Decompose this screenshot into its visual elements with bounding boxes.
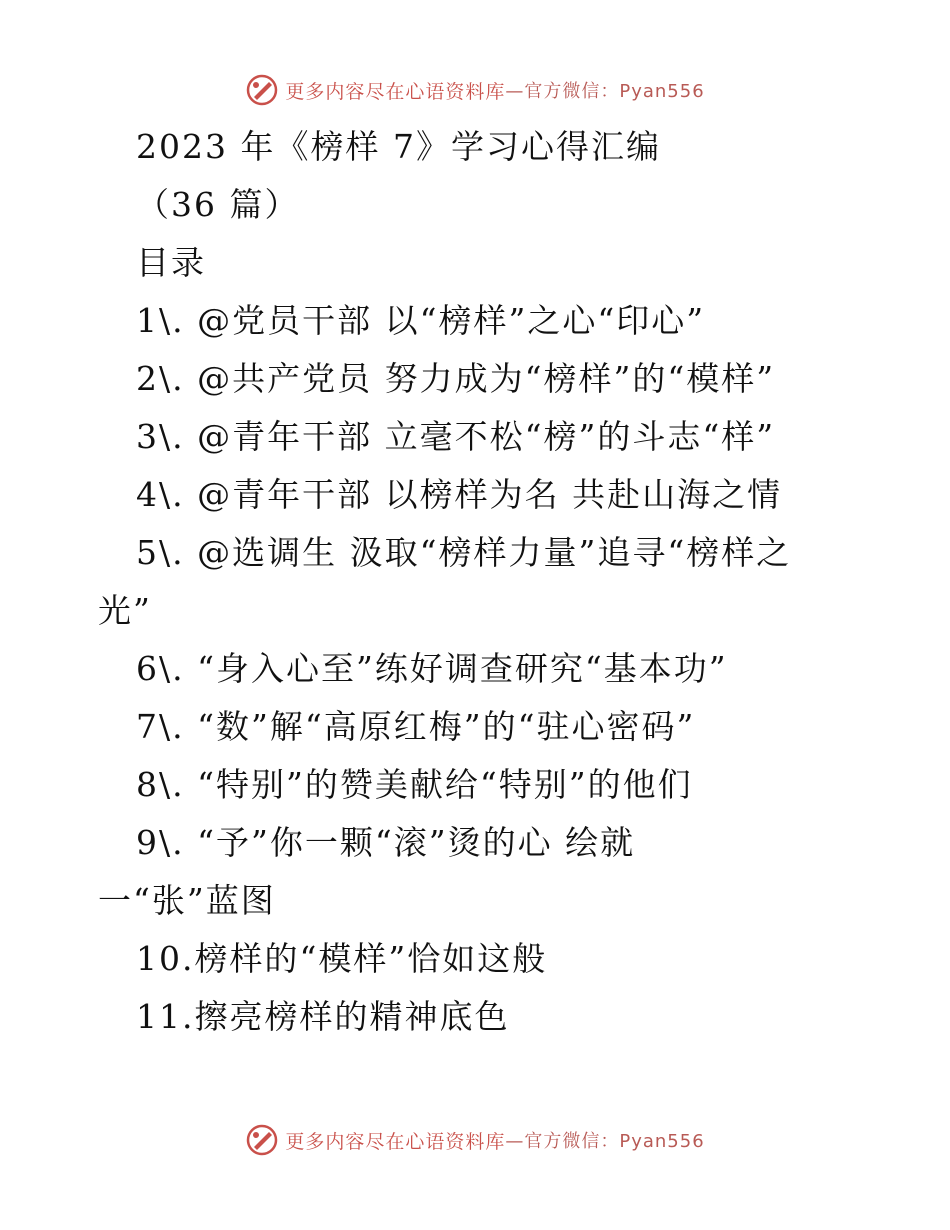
brand-logo-icon (245, 1123, 279, 1157)
toc-item: 4\. @青年干部 以榜样为名 共赴山海之情 (136, 475, 783, 514)
toc-item: 11.擦亮榜样的精神底色 (136, 997, 510, 1036)
document-body (0, 118, 950, 1046)
toc-item: 2\. @共产党员 努力成为“榜样”的“模样” (136, 359, 776, 398)
watermark-tail-text: —官方微信：Pyan556 (505, 81, 705, 102)
toc-heading: 目录 (136, 243, 206, 282)
brand-logo-icon (245, 73, 279, 107)
toc-item: 一“张”蓝图 (98, 881, 276, 920)
toc-item: 10.榜样的“模样”恰如这般 (136, 939, 548, 978)
watermark-main-text: 更多内容尽在心语资料库 (285, 80, 506, 103)
footer-watermark (0, 1120, 950, 1160)
watermark-main-text: 更多内容尽在心语资料库 (285, 1130, 506, 1153)
toc-item: 光” (98, 591, 152, 630)
toc-item: 8\. “特别”的赞美献给“特别”的他们 (136, 765, 693, 804)
document-subtitle: （36 篇） (136, 185, 300, 224)
toc-item: 3\. @青年干部 立毫不松“榜”的斗志“样” (136, 417, 776, 456)
watermark-tail-text: —官方微信：Pyan556 (505, 1131, 705, 1152)
toc-list (0, 292, 950, 1046)
toc-item: 6\. “身入心至”练好调查研究“基本功” (136, 649, 728, 688)
document-title: 2023 年《榜样 7》学习心得汇编 (136, 127, 661, 166)
toc-item: 1\. @党员干部 以“榜样”之心“印心” (136, 301, 706, 340)
toc-item: 7\. “数”解“高原红梅”的“驻心密码” (136, 707, 696, 746)
header-watermark (0, 70, 950, 110)
toc-item: 9\. “予”你一颗“滚”烫的心 绘就 (136, 823, 636, 862)
toc-item: 5\. @选调生 汲取“榜样力量”追寻“榜样之 (136, 533, 792, 572)
